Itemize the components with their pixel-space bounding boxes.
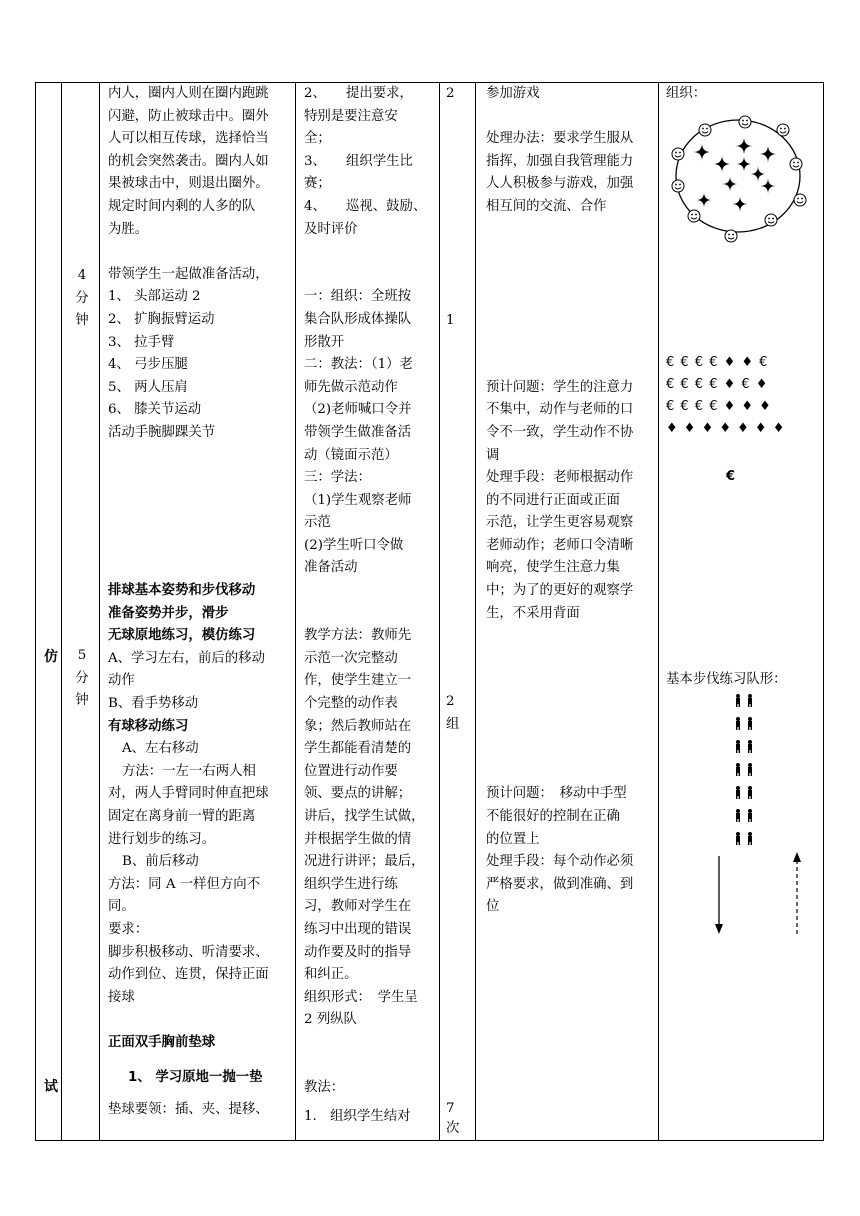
student-leg	[748, 796, 749, 799]
student-body	[736, 721, 740, 727]
teacher-line: 1. 组织学生结对	[304, 1108, 411, 1124]
teacher-line: 准备活动	[304, 560, 358, 576]
table-border-right	[823, 82, 824, 1141]
teacher-line: 动作要及时的指导	[304, 944, 412, 960]
student-icon	[736, 763, 740, 776]
teacher-line: 4、 巡视、鼓励、	[304, 198, 427, 214]
column-divider	[475, 82, 476, 1141]
game-rule-line: 闪避，防止被球击中。圈外	[108, 108, 269, 124]
smiley-icon	[765, 214, 777, 226]
arrow-up-head-icon	[793, 852, 801, 862]
student-head	[748, 832, 752, 836]
smiley-outline	[699, 124, 711, 136]
student-body	[736, 744, 740, 750]
teacher-line: 领、要点的讲解；	[304, 786, 412, 802]
teacher-line: 示范一次完整动	[304, 650, 398, 666]
count-4b: 次	[446, 1121, 460, 1136]
student-icon	[748, 809, 752, 822]
count-4a: 7	[446, 1101, 455, 1116]
smiley-eye	[679, 152, 681, 154]
game-rule-line: 规定时间内剩的人多的队	[108, 198, 256, 214]
stage-char-2: 试	[44, 1079, 58, 1095]
smiley-eye	[793, 162, 795, 164]
warmup-item: 活动手腕脚踝关节	[108, 424, 216, 440]
requirement-title: 要求：	[108, 921, 149, 937]
student-icon	[748, 694, 752, 707]
student-leg	[736, 773, 737, 776]
formation-row: € € € € ♦ € ♦	[666, 377, 769, 392]
smiley-icon	[688, 210, 700, 222]
teacher-line: 况进行讲评；最后，	[304, 854, 425, 870]
teacher-line: 象；然后教师站在	[304, 718, 412, 734]
student-icon	[736, 786, 740, 799]
formation-row: ♦ ♦ ♦ ♦ ♦ ♦ ♦	[666, 421, 786, 436]
student-head	[748, 694, 752, 698]
student-body	[748, 790, 752, 796]
column-divider	[295, 82, 296, 1141]
teacher-line: 教法：	[304, 1080, 345, 1096]
smiley-eye	[702, 128, 704, 130]
smiley-eye	[742, 120, 744, 122]
game-rule-line: 果被球击中，则退出圈外。	[108, 176, 269, 192]
game-circle-diagram	[668, 108, 818, 248]
smiley-icon	[672, 148, 684, 160]
count-2: 1	[446, 313, 455, 328]
student-line: 参加游戏	[486, 86, 540, 101]
student-leg	[748, 842, 749, 845]
smiley-eye	[706, 128, 708, 130]
smiley-eye	[797, 198, 799, 200]
teacher-line: 2、 提出要求，	[304, 86, 413, 101]
student-line: 处理手段：每个动作必须	[486, 854, 634, 870]
practice-item: A、学习左右，前后的移动	[108, 650, 265, 666]
student-body	[748, 836, 752, 842]
student-leg	[736, 704, 737, 707]
student-line: 令不一致，学生动作不协	[486, 424, 634, 440]
practice-item: B、前后移动	[122, 854, 199, 870]
teacher-line: 个完整的动作表	[304, 696, 398, 712]
student-head	[736, 809, 740, 813]
student-line: 相互间的交流、合作	[486, 198, 607, 214]
student-leg	[736, 842, 737, 845]
teacher-line: 组织形式： 学生呈	[304, 989, 418, 1005]
teacher-line: 组织学生进行练	[304, 876, 398, 892]
student-leg	[751, 704, 752, 707]
smiley-icon	[672, 180, 684, 192]
student-body	[748, 698, 752, 704]
student-icon	[748, 763, 752, 776]
smiley-eye	[797, 162, 799, 164]
student-icon	[748, 717, 752, 730]
student-line: 中；为了的更好的观察学	[486, 583, 634, 599]
teacher-line: 学生都能看清楚的	[304, 741, 412, 757]
student-body	[736, 836, 740, 842]
star-player-icon	[696, 192, 712, 208]
student-line: 人人积极参与游戏，加强	[486, 176, 634, 192]
practice-item: B、看手势移动	[108, 696, 199, 712]
section-heading: 排球基本姿势和步伐移动	[108, 583, 256, 599]
warmup-formation	[666, 352, 785, 440]
requirement-line: 脚步积极移动、听清要求、	[108, 944, 269, 960]
org-label: 组织：	[666, 86, 707, 101]
student-head	[748, 786, 752, 790]
student-body	[748, 744, 752, 750]
student-line: 不集中，动作与老师的口	[486, 402, 634, 418]
student-head	[736, 717, 740, 721]
student-body	[748, 721, 752, 727]
teacher-line: 讲后，找学生试做，	[304, 809, 425, 824]
star-player-icon	[732, 196, 748, 212]
student-icon	[748, 740, 752, 753]
student-leg	[748, 704, 749, 707]
student-line: 调	[486, 447, 500, 463]
star-player-icon	[759, 145, 777, 163]
student-line: 的不同进行正面或正面	[486, 492, 620, 508]
student-leg	[736, 819, 737, 822]
student-head	[736, 694, 740, 698]
teacher-line: 三：学法：	[304, 470, 371, 486]
student-head	[736, 786, 740, 790]
teacher-line: 习，教师对学生在	[304, 899, 412, 915]
method-line: 进行划步的练习。	[108, 831, 216, 847]
warmup-item: 3、 拉手臂	[108, 334, 175, 350]
smiley-icon	[739, 116, 751, 128]
teacher-position-mark: €	[726, 469, 737, 484]
teacher-line: 练习中出现的错误	[304, 921, 412, 937]
method-line: 方法：一左一右两人相	[122, 763, 256, 779]
teacher-line: 形散开	[304, 334, 345, 350]
practice-item: A、左右移动	[122, 741, 199, 757]
student-line: 指挥，加强自我管理能力	[486, 153, 634, 169]
smiley-eye	[732, 234, 734, 236]
star-player-icon	[760, 178, 776, 194]
student-leg	[739, 750, 740, 753]
arrow-down-head-icon	[715, 924, 723, 934]
student-icon	[736, 740, 740, 753]
warmup-title: 带领学生一起做准备活动，	[108, 266, 269, 282]
practice-item: 动作	[108, 673, 135, 689]
student-body	[748, 813, 752, 819]
student-body	[736, 698, 740, 704]
student-line: 的位置上	[486, 831, 540, 847]
column-divider	[61, 82, 62, 1141]
student-leg	[751, 727, 752, 730]
student-line: 严格要求，做到准确、到	[486, 876, 634, 892]
student-leg	[739, 819, 740, 822]
teacher-line: 并根据学生做的情	[304, 831, 412, 847]
smiley-eye	[768, 218, 770, 220]
smiley-icon	[725, 230, 737, 242]
student-body	[736, 790, 740, 796]
teacher-line: 全；	[304, 131, 331, 147]
student-line: 示范，让学生更容易观察	[486, 515, 634, 531]
student-leg	[739, 842, 740, 845]
star-player-icon	[722, 176, 738, 192]
warmup-item: 4、 弓步压腿	[108, 357, 188, 373]
smiley-outline	[777, 124, 789, 136]
teacher-line: (2)学生听口令做	[304, 537, 404, 553]
smiley-outline	[688, 210, 700, 222]
star-player-icon	[693, 143, 711, 161]
student-leg	[739, 796, 740, 799]
requirement-line: 动作到位、连贯，保持正面	[108, 967, 269, 983]
method-line: 对，两人手臂同时伸直把球	[108, 786, 269, 802]
star-player-icon	[736, 156, 752, 172]
teacher-line: 特别是要注意安	[304, 108, 398, 124]
warmup-item: 1、 头部运动 2	[108, 289, 201, 305]
time-unit: 分	[75, 670, 89, 686]
student-icon	[736, 809, 740, 822]
smiley-eye	[679, 184, 681, 186]
smiley-eye	[780, 128, 782, 130]
smiley-eye	[746, 120, 748, 122]
game-rule-line: 人可以相互传球，选择恰当	[108, 131, 269, 147]
section-heading: 无球原地练习，模仿练习	[108, 628, 256, 644]
student-line: 响亮，使学生注意力集	[486, 560, 620, 576]
student-leg	[739, 773, 740, 776]
star-player-icon	[713, 155, 731, 173]
teacher-line: 教学方法：教师先	[304, 628, 412, 644]
student-head	[748, 717, 752, 721]
section-heading: 准备姿势并步，滑步	[108, 605, 229, 621]
student-icon	[736, 717, 740, 730]
teacher-line: 集合队形成体操队	[304, 311, 412, 327]
smiley-outline	[794, 194, 806, 206]
count-3b: 组	[446, 717, 460, 732]
student-leg	[736, 727, 737, 730]
student-leg	[751, 842, 752, 845]
key-point-line: 垫球要领：插、夹、提移、	[108, 1102, 269, 1118]
column-divider	[99, 82, 100, 1141]
section-heading: 正面双手胸前垫球	[108, 1034, 216, 1050]
step-formation-diagram	[700, 690, 820, 940]
smiley-eye	[784, 128, 786, 130]
student-line: 预计问题： 移动中手型	[486, 786, 627, 802]
student-line: 生，不采用背面	[486, 605, 580, 621]
teacher-line: 2 列纵队	[304, 1012, 357, 1028]
smiley-eye	[772, 218, 774, 220]
formation-row: € € € € ♦ ♦ ♦	[666, 399, 772, 414]
smiley-outline	[739, 116, 751, 128]
teacher-line: 和纠正。	[304, 967, 358, 983]
student-icon	[748, 832, 752, 845]
smiley-outline	[672, 180, 684, 192]
smiley-icon	[699, 124, 711, 136]
student-icon	[736, 694, 740, 707]
table-border-bottom	[35, 1140, 824, 1141]
student-head	[748, 809, 752, 813]
student-line: 老师动作；老师口令清晰	[486, 537, 634, 553]
game-rule-line: 的机会突然袭击。圈内人如	[108, 153, 269, 169]
student-line: 不能很好的控制在正确	[486, 809, 620, 824]
stage-char-1: 仿	[44, 649, 58, 665]
student-head	[748, 740, 752, 744]
student-head	[736, 763, 740, 767]
content-column	[108, 83, 294, 1122]
student-body	[736, 767, 740, 773]
student-leg	[739, 727, 740, 730]
teacher-line: 一：组织：全班按	[304, 289, 412, 305]
time-value: 4	[77, 268, 87, 283]
student-line: 处理办法：要求学生服从	[486, 131, 634, 147]
student-leg	[736, 750, 737, 753]
student-head	[736, 740, 740, 744]
smiley-icon	[790, 158, 802, 170]
game-rule-line: 为胜。	[108, 221, 149, 237]
teacher-line: 位置进行动作要	[304, 763, 398, 779]
teacher-line: 示范	[304, 515, 331, 531]
time-block-2	[70, 645, 94, 713]
time-unit: 钟	[75, 313, 89, 329]
student-body	[748, 767, 752, 773]
star-player-icon	[735, 137, 753, 155]
student-leg	[748, 727, 749, 730]
time-unit: 分	[75, 290, 89, 306]
method-line: 固定在离身前一臂的距离	[108, 809, 256, 824]
requirement-line: 接球	[108, 989, 135, 1005]
student-leg	[739, 704, 740, 707]
teacher-line: 3、 组织学生比	[304, 153, 413, 169]
step-formation-label: 基本步伐练习队形：	[666, 672, 787, 687]
student-leg	[748, 819, 749, 822]
smiley-eye	[728, 234, 730, 236]
method-line: 方法：同 A 一样但方向不	[108, 876, 261, 892]
student-leg	[748, 750, 749, 753]
teacher-column	[304, 83, 436, 1128]
table-border-left	[35, 82, 36, 1141]
column-divider	[658, 82, 659, 1141]
count-1: 2	[446, 86, 455, 101]
count-3a: 2	[446, 694, 455, 709]
warmup-item: 2、 扩胸振臂运动	[108, 311, 215, 327]
student-head	[736, 832, 740, 836]
time-value: 5	[77, 648, 87, 663]
time-block-1	[70, 265, 94, 333]
teacher-line: 带领学生做准备活	[304, 424, 412, 440]
section-heading: 1、 学习原地一抛一垫	[128, 1069, 263, 1085]
warmup-item: 5、 两人压肩	[108, 379, 188, 395]
student-leg	[736, 796, 737, 799]
student-icon	[748, 786, 752, 799]
teacher-line: 师先做示范动作	[304, 379, 398, 395]
formation-row: € € € € ♦ ♦ €	[666, 355, 769, 370]
student-icon	[736, 832, 740, 845]
smiley-eye	[695, 214, 697, 216]
student-leg	[751, 773, 752, 776]
teacher-line: 动（镜面示范）	[304, 447, 398, 463]
method-line: 同。	[108, 899, 135, 915]
student-column	[486, 83, 658, 919]
smiley-eye	[801, 198, 803, 200]
student-head	[748, 763, 752, 767]
teacher-line: 及时评价	[304, 221, 358, 237]
star-player-icon	[750, 166, 766, 182]
smiley-outline	[790, 158, 802, 170]
smiley-eye	[691, 214, 693, 216]
column-divider	[439, 82, 440, 1141]
smiley-icon	[777, 124, 789, 136]
smiley-eye	[675, 184, 677, 186]
smiley-eye	[675, 152, 677, 154]
student-leg	[748, 773, 749, 776]
teacher-line: 作，使学生建立一	[304, 673, 412, 689]
teacher-line: 赛；	[304, 176, 331, 192]
teacher-line: 二：教法：（1）老	[304, 357, 413, 373]
teacher-line: （1)学生观察老师	[304, 492, 412, 508]
student-leg	[751, 819, 752, 822]
section-heading: 有球移动练习	[108, 718, 189, 734]
teacher-line: （2)老师喊口令并	[304, 402, 412, 418]
game-rule-line: 内人，圈内人则在圈内跑跳	[108, 86, 269, 101]
smiley-outline	[725, 230, 737, 242]
warmup-item: 6、 膝关节运动	[108, 402, 202, 418]
student-line: 位	[486, 899, 500, 915]
student-line: 处理手段：老师根据动作	[486, 470, 634, 486]
smiley-outline	[765, 214, 777, 226]
smiley-icon	[794, 194, 806, 206]
student-body	[736, 813, 740, 819]
student-leg	[751, 796, 752, 799]
student-line: 预计问题：学生的注意力	[486, 379, 634, 395]
smiley-outline	[672, 148, 684, 160]
student-leg	[751, 750, 752, 753]
time-unit: 钟	[75, 693, 89, 709]
